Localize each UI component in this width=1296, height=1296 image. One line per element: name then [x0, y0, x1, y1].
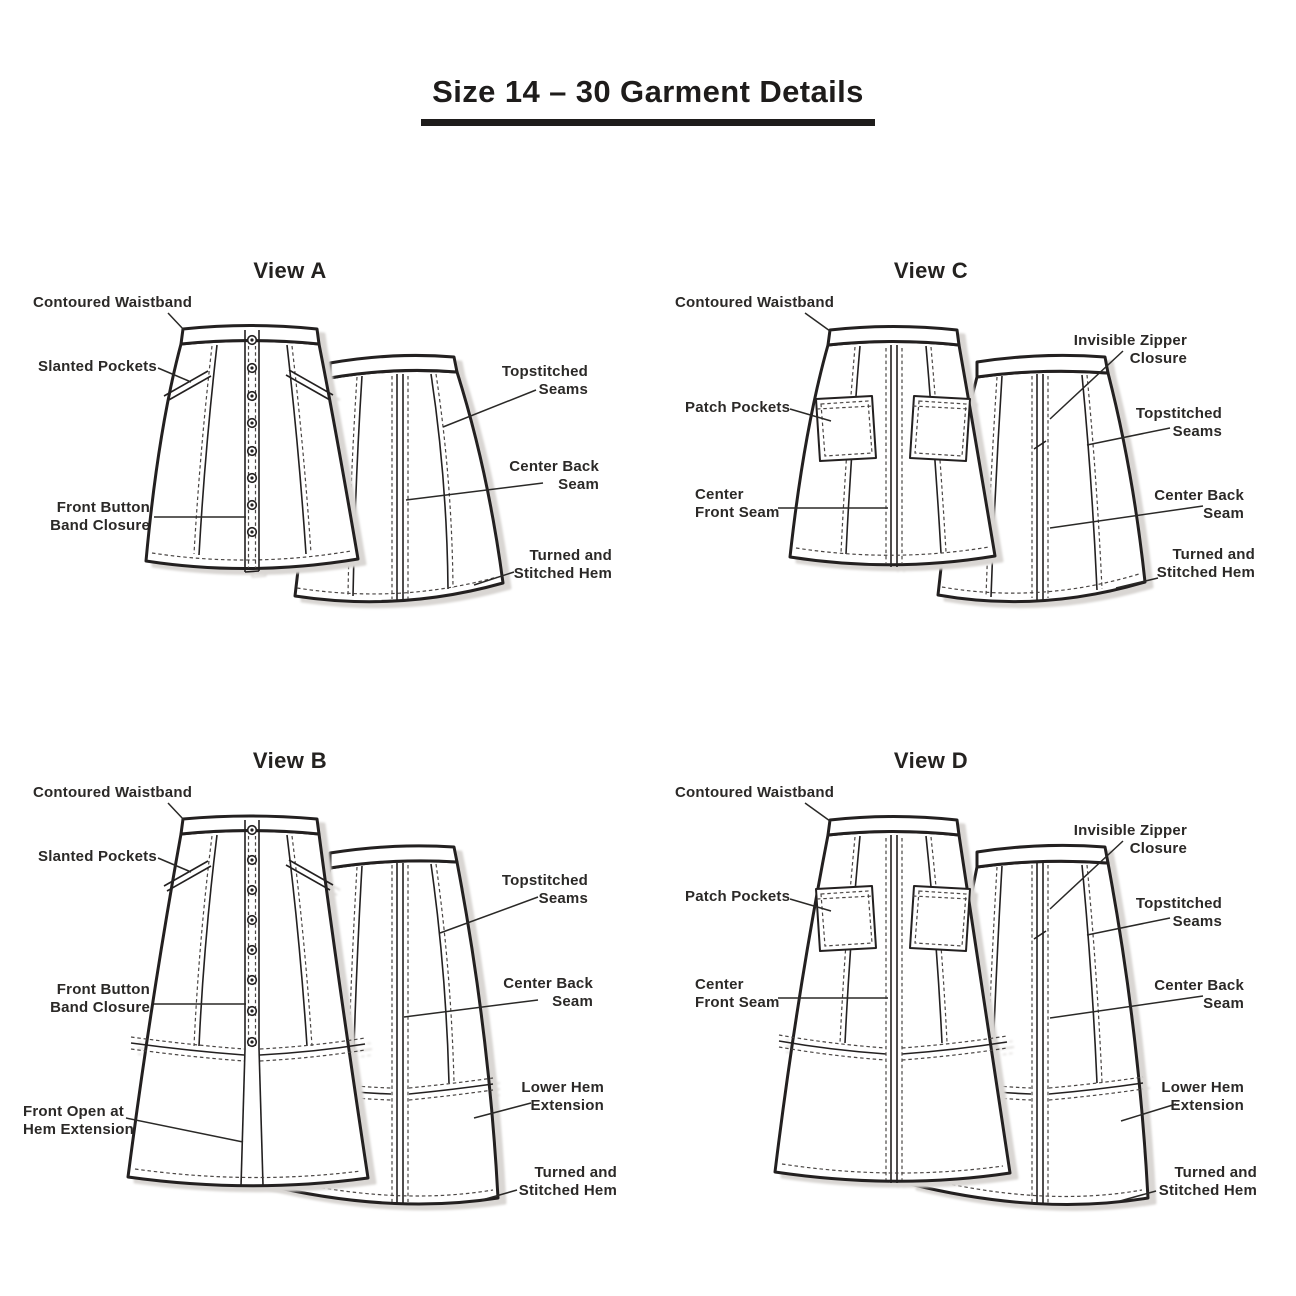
- label-lower-hem-d: [1161, 1079, 1244, 1114]
- label-line: Seam: [1203, 504, 1244, 522]
- label-line: Seam: [558, 475, 599, 493]
- label-line: Center Back: [503, 975, 593, 992]
- label-center-back-seam-a: [509, 458, 599, 493]
- label-contoured-waistband-a: Contoured Waistband: [33, 294, 193, 311]
- label-line: Center: [695, 486, 744, 503]
- view-b-drawing: [126, 803, 538, 1204]
- label-line: Lower Hem: [521, 1079, 604, 1096]
- patch-pocket-left: [816, 886, 876, 951]
- label-line: Stitched Hem: [1156, 563, 1255, 581]
- label-line: Seams: [538, 889, 588, 907]
- label-line: Center: [695, 976, 744, 993]
- label-patch-pockets-c: Patch Pockets: [685, 399, 791, 416]
- leader-contoured-waistband: [168, 313, 184, 330]
- view-d-drawing: [775, 803, 1203, 1205]
- label-line: Front Open at: [23, 1103, 124, 1120]
- label-invisible-zipper-d: [1074, 822, 1187, 857]
- label-lower-hem-b: [521, 1079, 604, 1114]
- label-patch-pockets-d: Patch Pockets: [685, 888, 791, 905]
- label-line: Turned and: [1174, 1164, 1257, 1181]
- label-line: Seam: [552, 992, 593, 1010]
- label-topstitched-seams-d: [1136, 895, 1222, 930]
- view-d-title: View D: [893, 748, 969, 773]
- label-line: Extension: [1170, 1096, 1244, 1114]
- label-center-back-seam-c: [1154, 487, 1244, 522]
- patch-pocket-left: [816, 396, 876, 461]
- label-topstitched-seams-a: [502, 363, 588, 398]
- label-line: Topstitched: [501, 363, 588, 380]
- label-line: Closure: [1129, 839, 1187, 857]
- label-topstitched-seams-c: [1136, 405, 1222, 440]
- label-line: Turned and: [534, 1164, 617, 1181]
- view-a-drawing: [146, 313, 543, 602]
- label-line: Invisible Zipper: [1073, 822, 1187, 839]
- view-a-title: View A: [253, 258, 327, 283]
- label-line: Center Back: [1154, 487, 1244, 504]
- label-contoured-waistband-d: Contoured Waistband: [675, 784, 835, 801]
- label-line: Band Closure: [50, 516, 150, 534]
- label-line: Front Seam: [695, 993, 780, 1011]
- label-turned-hem-b: [519, 1164, 617, 1199]
- patch-pocket-right: [910, 886, 970, 951]
- label-center-back-seam-d: [1154, 977, 1244, 1012]
- label-line: Invisible Zipper: [1073, 332, 1187, 349]
- label-line: Hem Extension: [23, 1120, 134, 1138]
- label-line: Closure: [1129, 349, 1187, 367]
- label-line: Seam: [1203, 994, 1244, 1012]
- label-front-button-band-a: [50, 499, 150, 534]
- view-c-title: View C: [893, 258, 969, 283]
- view-a-front-skirt: [146, 326, 358, 573]
- label-turned-hem-c: [1157, 546, 1255, 581]
- view-c-front-skirt: [790, 327, 995, 568]
- label-front-open-b: [23, 1103, 134, 1138]
- label-line: Stitched Hem: [513, 564, 612, 582]
- leader-contoured-waistband: [168, 803, 184, 820]
- label-invisible-zipper-c: [1074, 332, 1187, 367]
- label-slanted-pockets-a: Slanted Pockets: [38, 358, 157, 375]
- label-line: Stitched Hem: [1158, 1181, 1257, 1199]
- label-turned-hem-d: [1159, 1164, 1257, 1199]
- label-line: Seams: [1172, 912, 1222, 930]
- label-line: Front Button: [56, 499, 150, 516]
- front-waistband: [828, 327, 959, 346]
- view-b-title: View B: [252, 748, 328, 773]
- label-line: Band Closure: [50, 998, 150, 1016]
- label-turned-hem-a: [514, 547, 612, 582]
- label-line: Lower Hem: [1161, 1079, 1244, 1096]
- label-center-front-seam-c: [695, 486, 780, 521]
- patch-pocket-right: [910, 396, 970, 461]
- label-line: Front Seam: [695, 503, 780, 521]
- label-contoured-waistband-b: Contoured Waistband: [33, 784, 193, 801]
- label-line: Seams: [1172, 422, 1222, 440]
- label-line: Turned and: [1172, 546, 1255, 563]
- label-line: Center Back: [509, 458, 599, 475]
- label-line: Center Back: [1154, 977, 1244, 994]
- label-center-front-seam-d: [695, 976, 780, 1011]
- label-line: Extension: [530, 1096, 604, 1114]
- label-front-button-band-b: [50, 981, 150, 1016]
- leader-contoured-waistband: [805, 803, 830, 821]
- label-line: Front Button: [56, 981, 150, 998]
- label-line: Topstitched: [1135, 405, 1222, 422]
- label-line: Topstitched: [501, 872, 588, 889]
- page-header: [0, 72, 1296, 126]
- label-topstitched-seams-b: [502, 872, 588, 907]
- label-line: Seams: [538, 380, 588, 398]
- front-waistband: [828, 817, 959, 836]
- label-slanted-pockets-b: Slanted Pockets: [38, 848, 157, 865]
- label-line: Turned and: [529, 547, 612, 564]
- label-line: Stitched Hem: [518, 1181, 617, 1199]
- page-title: Size 14 – 30 Garment Details: [421, 72, 875, 126]
- label-line: Topstitched: [1135, 895, 1222, 912]
- label-contoured-waistband-c: Contoured Waistband: [675, 294, 835, 311]
- label-center-back-seam-b: [503, 975, 593, 1010]
- leader-contoured-waistband: [805, 313, 830, 331]
